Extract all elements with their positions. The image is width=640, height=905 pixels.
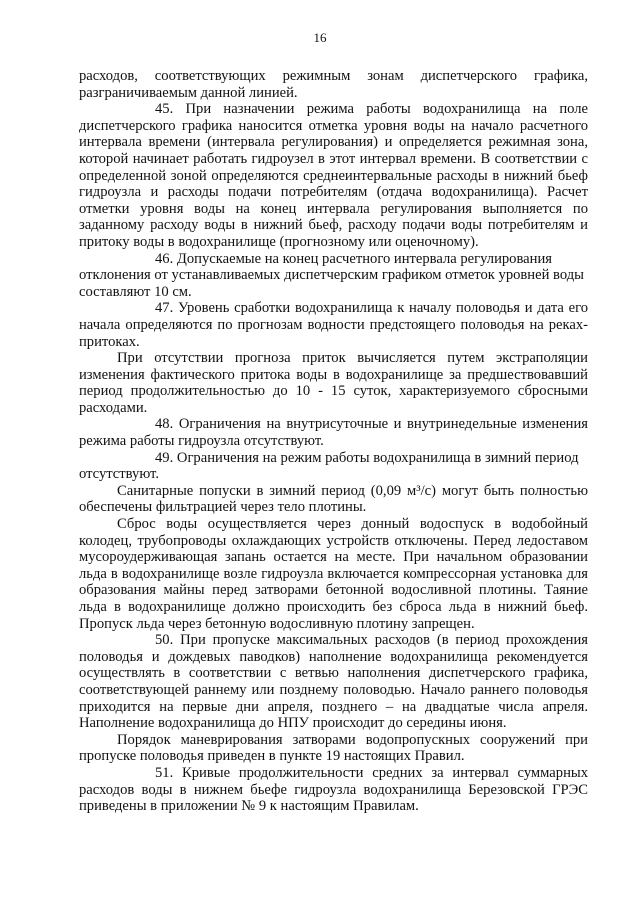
paragraph-number: 46. xyxy=(155,250,174,267)
paragraph-text: Порядок маневрирования затворами водопропускных сооружений при пропуске половодья приведен в пункте 19 настоящих Правил. xyxy=(79,731,588,765)
paragraph-text: Ограничения на режим работы водохранилища в зимний период отсутствуют. xyxy=(79,449,579,483)
paragraph-forecast xyxy=(79,350,588,416)
paragraph-48 xyxy=(79,416,588,449)
paragraph-number: 50. xyxy=(155,632,174,649)
paragraph-discharge xyxy=(79,516,588,632)
paragraph-text: Санитарные попуски в зимний период (0,09 м³/с) могут быть полностью обеспечены фильтрацией через тело плотины. xyxy=(79,482,588,516)
paragraph-text: Сброс воды осуществляется через донный водоспуск в водобойный колодец, трубопроводы охлаждающих устройств отключены. Перед ледоставом мусороудерживающая запань остается на месте. При начальном образовании льда в водохранилище возле гидроузла включается компрессорная установка для образования майны перед затворами бетонной водосливной плотины. Таяние льда в водохранилище должно происходить без сброса льда в нижний бьеф. Пропуск льда через бетонную водосливную плотину запрещен. xyxy=(79,516,588,632)
paragraph-47 xyxy=(79,300,588,350)
paragraph-sanitary xyxy=(79,483,588,516)
paragraph-number: 51. xyxy=(155,764,174,781)
paragraph-number: 47. xyxy=(155,300,174,317)
paragraph-number: 48. xyxy=(155,416,174,433)
paragraph-46 xyxy=(79,251,588,301)
paragraph-number: 49. xyxy=(155,449,174,466)
paragraph-text: При назначении режима работы водохранилища на поле диспетчерского графика наносится отметка уровня воды на начало расчетного интервала времени (интервала регулирования) и определяется режимная зона, которой начинает работать гидроузел в этот интервал времени. В соответствии с определенной зоной определяются среднеинтервальные расходы в нижний бьеф гидроузла и расходы подачи потребителям (отдача водохранилища). Расчет отметки уровня воды на конец интервала регулирования выполняется по заданному расходу воды в нижний бьеф, расходу подачи воды потребителям и притоку воды в водохранилище (прогнозному или оценочному). xyxy=(79,101,588,250)
paragraph-51 xyxy=(79,765,588,815)
paragraph-45 xyxy=(79,101,588,250)
paragraph-50 xyxy=(79,632,588,732)
paragraph-number: 45. xyxy=(155,101,174,118)
paragraph-text: Ограничения на внутрисуточные и внутринедельные изменения режима работы гидроузла отсутствуют. xyxy=(79,416,588,450)
paragraph-49 xyxy=(79,450,588,483)
paragraph-gates xyxy=(79,732,588,765)
document-body xyxy=(79,68,588,815)
paragraph-text: При отсутствии прогноза приток вычисляется путем экстраполяции изменения фактического притока воды в водохранилище за предшествовавший период продолжительностью до 10 - 15 суток, характеризуемого сбросными расходами. xyxy=(79,350,588,416)
paragraph-text: Кривые продолжительности средних за интервал суммарных расходов воды в нижнем бьефе гидроузла водохранилища Березовской ГРЭС приведены в приложении № 9 к настоящим Правилам. xyxy=(79,764,588,815)
paragraph-continuation xyxy=(79,68,588,101)
page-number: 16 xyxy=(313,30,327,45)
paragraph-text: При пропуске максимальных расходов (в период прохождения половодья и дождевых паводков) наполнение водохранилища рекомендуется осуществлять в соответствии с ветвью наполнения диспетчерского графика, соответствующей раннему или позднему половодью. Начало раннего половодья приходится на первые дни апреля, позднего – на двадцатые числа апреля. Наполнение водохранилища до НПУ происходит до середины июня. xyxy=(79,632,589,732)
paragraph-text: Допускаемые на конец расчетного интервала регулирования отклонения от устанавливаемых диспетчерским графиком отметок уровней воды составляют 10 см. xyxy=(79,250,584,300)
paragraph-text: расходов, соответствующих режимным зонам диспетчерского графика, разграничиваемым данной линией. xyxy=(79,68,588,101)
paragraph-text: Уровень сработки водохранилища к началу половодья и дата его начала определяются по прогнозам водности предстоящего половодья на реках-притоках. xyxy=(79,300,588,350)
